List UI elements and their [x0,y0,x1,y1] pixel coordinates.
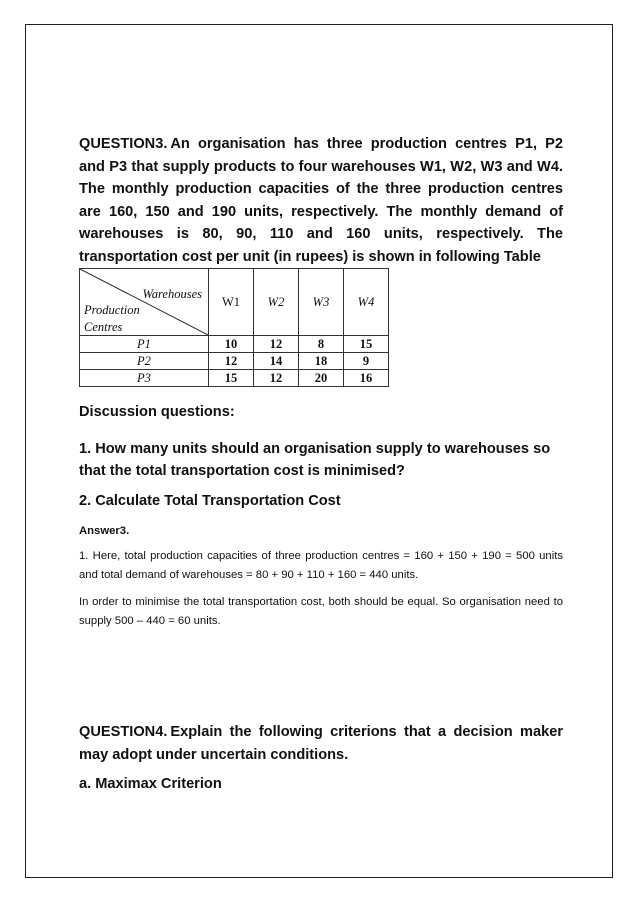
table-row [80,370,389,387]
table-cell: 8 [299,336,344,353]
column-header-w2: W2 [254,269,299,336]
table-row [80,336,389,353]
table-cell: 14 [254,353,299,370]
discussion-question-1: 1. How many units should an organisation supply to warehouses so that the total transportation cost is minimised? [79,441,551,479]
table-cell: 9 [344,353,389,370]
answer-label: Answer3. [79,525,130,537]
row-label-p1: P1 [80,336,209,353]
question4-heading [79,721,563,766]
question4-number: QUESTION4. [79,724,168,740]
discussion-question-2: 2. Calculate Total Transportation Cost [79,493,341,509]
corner-production-label: Production [84,303,140,317]
row-label-p2: P2 [80,353,209,370]
discussion-heading: Discussion questions: [79,404,235,420]
table-cell: 10 [209,336,254,353]
table-cell: 16 [344,370,389,387]
table-cell: 18 [299,353,344,370]
row-label-p3: P3 [80,370,209,387]
table-cell: 15 [209,370,254,387]
answer-paragraph-1: 1. Here, total production capacities of three production centres = 160 + 150 + 190 = 500 units and total demand of warehouses = 80 + 90 + 110 + 160 = 440 units. [79,550,563,581]
question3-text: An organisation has three production centres P1, P2 and P3 that supply products to four warehouses W1, W2, W3 and W4. The monthly production capacities of the three production centres are 160, 150 and 190 units, respectively. The monthly demand of warehouses is 80, 90, 110 and 160 units, respectively. The transportation cost per unit (in rupees) is shown in following Table [79,136,563,265]
question3-number: QUESTION3. [79,136,168,152]
column-header-w1: W1 [209,269,254,336]
table-cell: 12 [209,353,254,370]
transport-cost-table [79,268,389,387]
question4-text: Explain the following criterions that a decision maker may adopt under uncertain conditions. [79,724,563,763]
table-cell: 12 [254,336,299,353]
table-row [80,353,389,370]
column-header-w3: W3 [299,269,344,336]
table-header-row [80,269,389,336]
table-cell: 20 [299,370,344,387]
question3-heading [79,133,563,268]
corner-centres-label: Centres [84,320,123,334]
table-cell: 15 [344,336,389,353]
corner-warehouses-label: Warehouses [142,287,202,301]
table-corner-cell [80,269,209,336]
column-header-w4: W4 [344,269,389,336]
answer-paragraph-2: In order to minimise the total transportation cost, both should be equal. So organisation need to supply 500 – 440 = 60 units. [79,596,563,627]
table-cell: 12 [254,370,299,387]
question4-part-a: a. Maximax Criterion [79,776,222,792]
